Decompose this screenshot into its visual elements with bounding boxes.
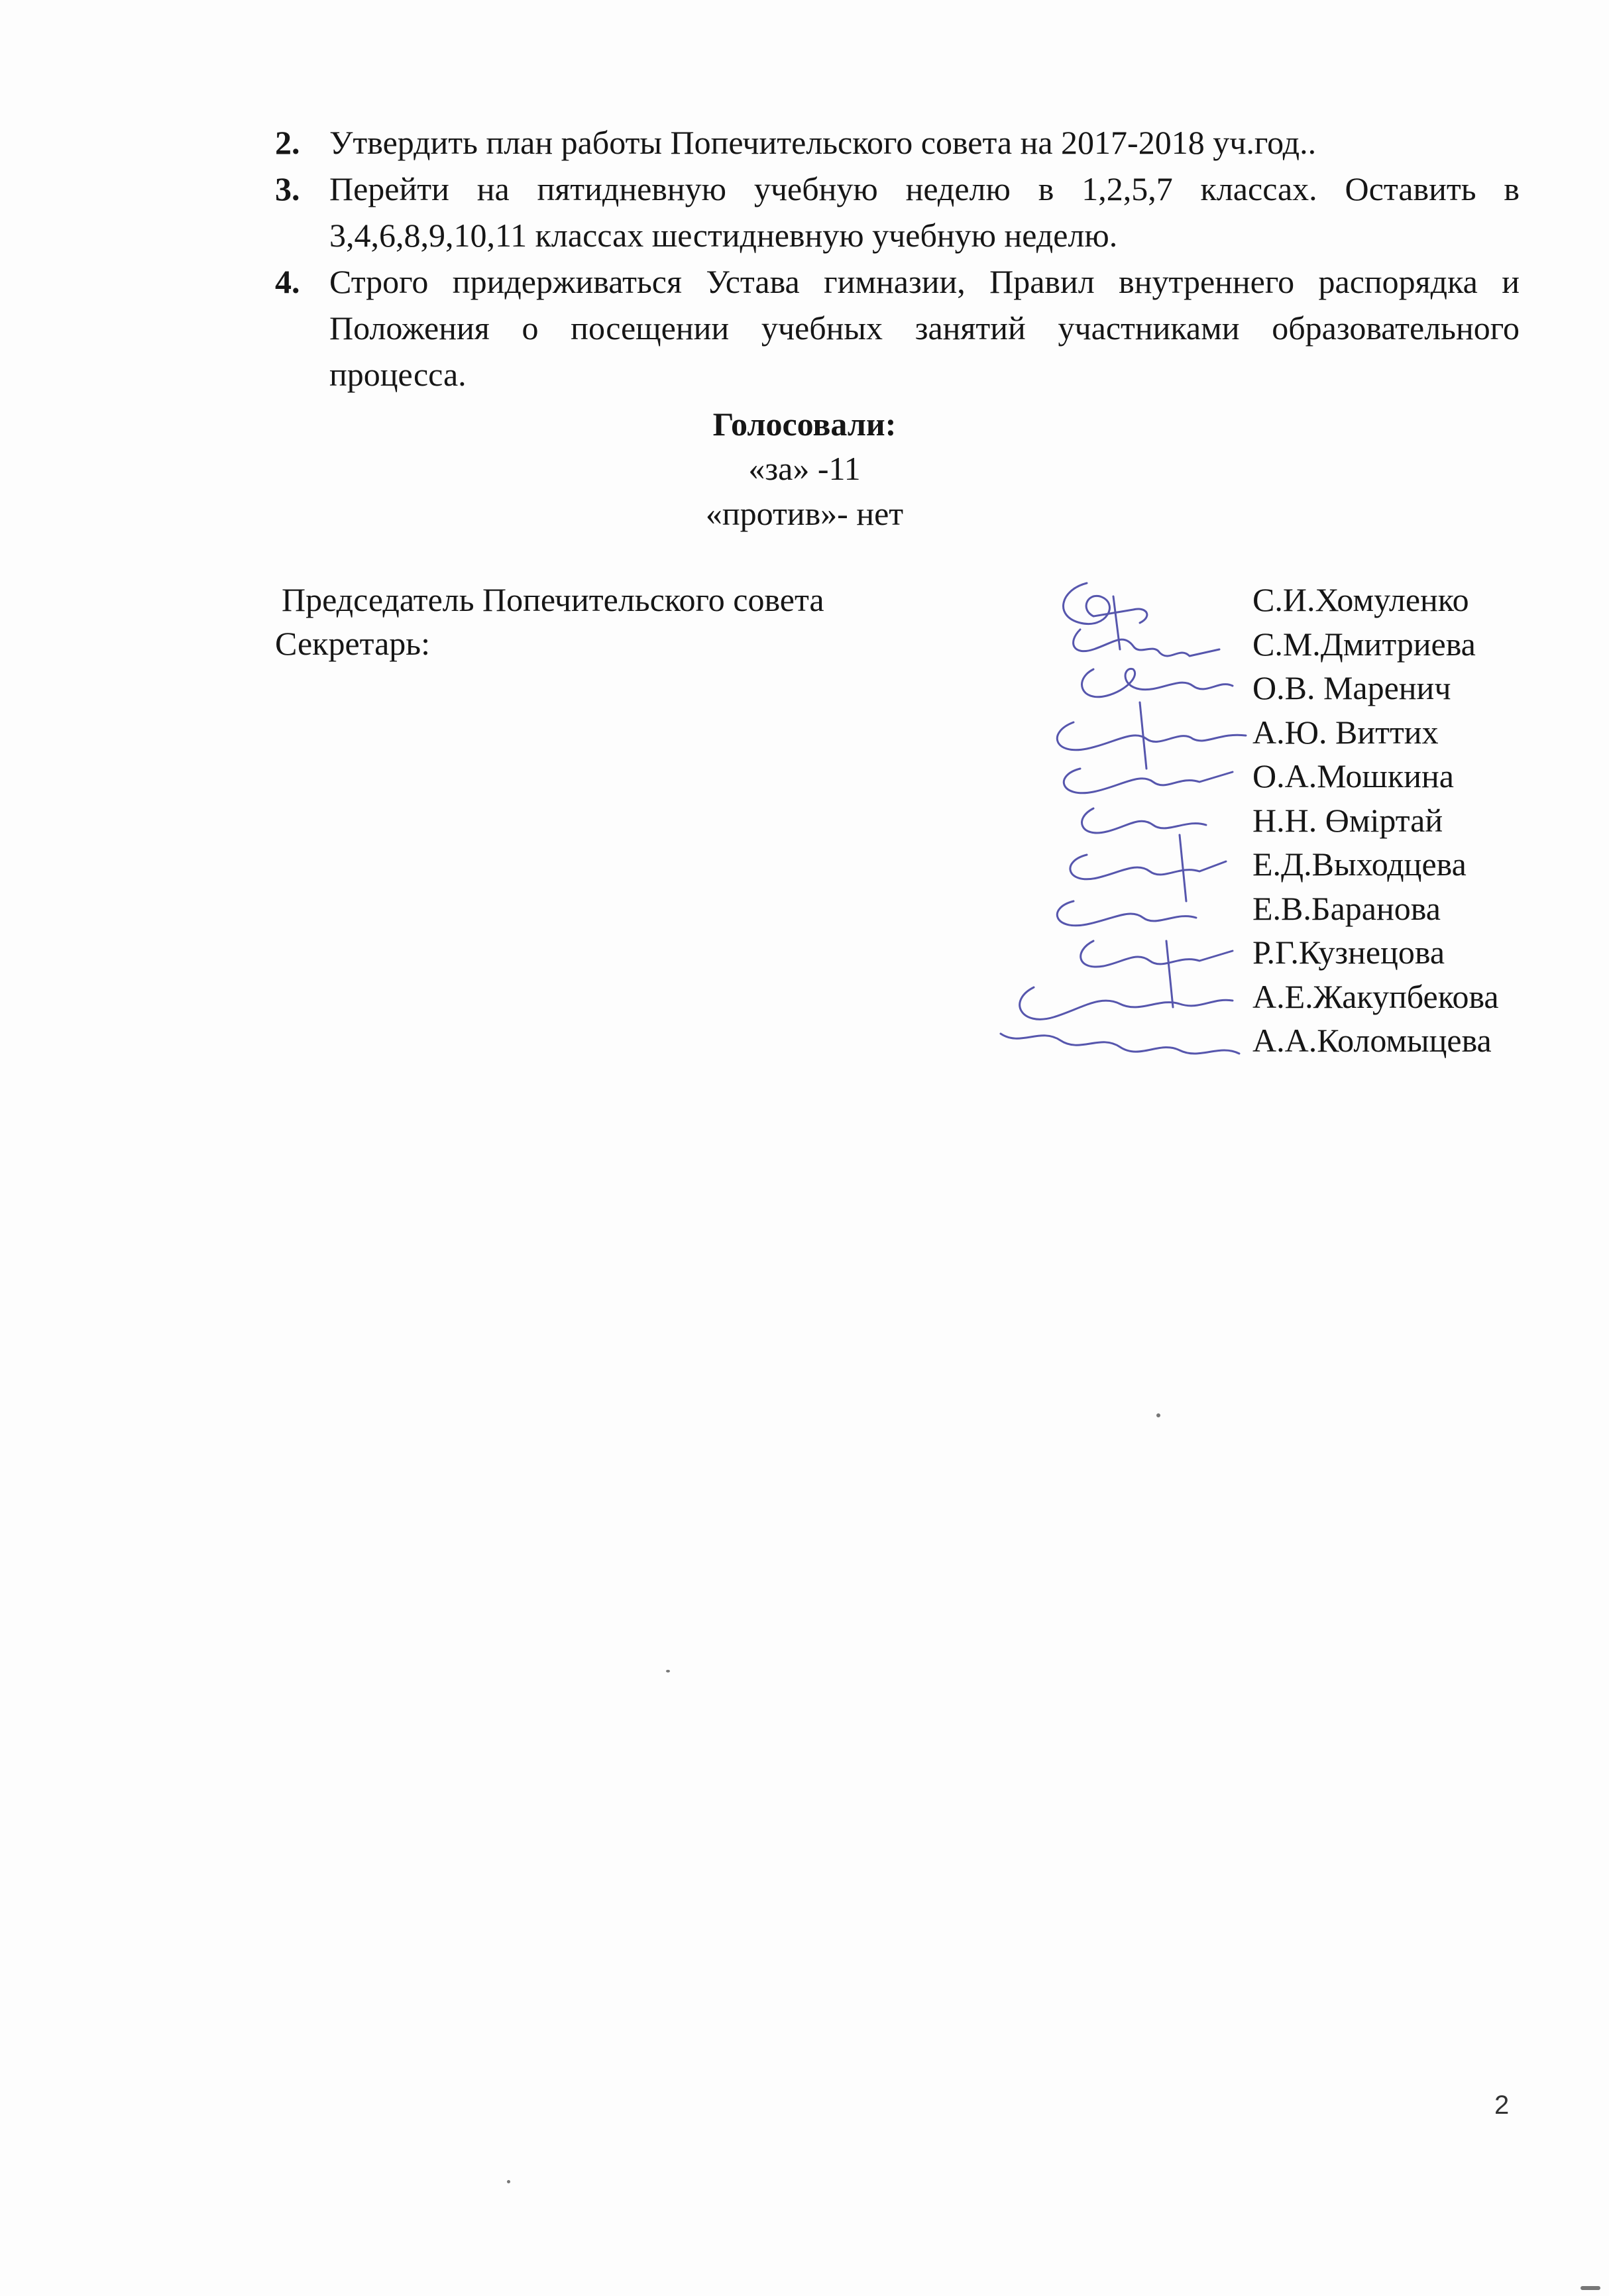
- list-item-number: 4.: [275, 263, 300, 300]
- member-name: Р.Г.Кузнецова: [1252, 934, 1445, 971]
- vote-for: «за» -11: [748, 450, 861, 487]
- scan-speck: [666, 1670, 670, 1672]
- member-name: Н.Н. Өміртай: [1252, 801, 1443, 839]
- member-name: Е.В.Баранова: [1252, 889, 1441, 927]
- list-item-text: Строго придерживаться Устава гимназии, Правил внутреннего распорядка и Положения о посещении учебных занятий участниками образовательного процесса.: [329, 263, 1520, 393]
- member-name: А.Ю. Виттих: [1252, 713, 1439, 751]
- list-item: [275, 166, 1520, 258]
- list-item-number: 3.: [275, 170, 300, 207]
- member-name: А.Е.Жакупбекова: [1252, 977, 1499, 1015]
- vote-title: Голосовали:: [712, 406, 897, 443]
- member-list: [1252, 578, 1499, 1063]
- member-name: А.А.Коломыцева: [1252, 1022, 1492, 1059]
- member-name: О.В. Маренич: [1252, 669, 1451, 706]
- list-item: [275, 258, 1520, 398]
- member-name: О.А.Мошкина: [1252, 757, 1454, 794]
- secretary-role-label: Секретарь:: [275, 625, 430, 662]
- page-number: 2: [1494, 2091, 1510, 2120]
- handwritten-signatures: [981, 570, 1299, 1087]
- member-name: С.М.Дмитриева: [1252, 625, 1476, 663]
- list-item-text: Перейти на пятидневную учебную неделю в 1,2,5,7 классах. Оставить в 3,4,6,8,9,10,11 классах шестидневную учебную неделю.: [329, 170, 1520, 254]
- scan-speck: [1156, 1413, 1160, 1417]
- list-item: [275, 119, 1520, 166]
- vote-against: «против»- нет: [705, 495, 904, 532]
- resolution-list: [275, 119, 1520, 398]
- list-item-text: Утвердить план работы Попечительского совета на 2017-2018 уч.год..: [329, 124, 1317, 161]
- chair-role-label: Председатель Попечительского совета: [282, 581, 824, 618]
- list-item-number: 2.: [275, 124, 300, 161]
- scan-speck: [1581, 2286, 1600, 2290]
- member-name: Е.Д.Выходцева: [1252, 846, 1467, 883]
- member-name: С.И.Хомуленко: [1252, 581, 1469, 618]
- scan-speck: [507, 2180, 510, 2183]
